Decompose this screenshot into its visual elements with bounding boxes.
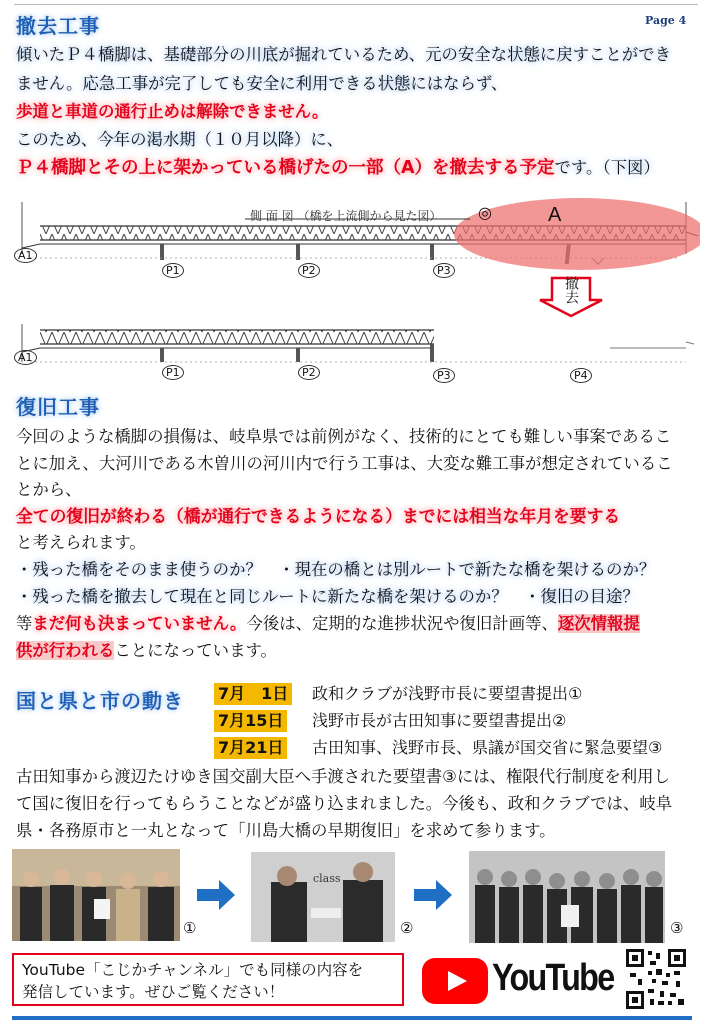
sec2-line-4: 全ての復旧が終わる（橋が通行できるようになる）までには相当な年月を要する (16, 506, 621, 526)
pier-label-bottom-p3: P3 (433, 368, 455, 383)
photo-meeting-2 (251, 852, 395, 942)
diagram-marker: ◎ (478, 203, 492, 222)
youtube-note-box (12, 953, 404, 1006)
page-number: Page 4 (645, 14, 687, 27)
sec1-line-2: ません。応急工事が完了しても安全に利用できる状態にはならず、 (16, 74, 508, 93)
event-text-3: 古田知事、浅野市長、県議が国交省に緊急要望③ (312, 738, 663, 757)
sec1-line-4: このため、今年の渇水期（１０月以降）に、 (16, 130, 344, 149)
diagram-caption: 側 面 図 （橋を上流側から見た図） (250, 209, 442, 223)
pier-label-bottom-a1: A1 (14, 350, 37, 365)
pier-label-top-p2: P2 (298, 263, 320, 278)
sec2-line-8-a: 等 (16, 614, 33, 633)
sec2-line-8 (16, 611, 640, 637)
photo-label-2: ② (400, 919, 414, 937)
section-title-movements: 国と県と市の動き (16, 689, 184, 713)
sec2-line-7: ・残った橋を撤去して現在と同じルートに新たな橋を架けるのか？ ・復旧の目途？ (16, 587, 639, 606)
bottom-rule (12, 1016, 692, 1020)
highlight-label: A (548, 204, 562, 226)
youtube-logo[interactable] (422, 956, 614, 1004)
qr-code-icon[interactable] (626, 949, 686, 1009)
event-date-3: 7月21日 (214, 737, 287, 759)
sec2-line-8-c: 今後は、定期的な進捗状況や復旧計画等、 (246, 614, 558, 633)
event-text-2: 浅野市長が古田知事に要望書提出② (312, 711, 567, 730)
sec3-line-1: 古田知事から渡辺たけゆき国交副大臣へ手渡された要望書③には、権限代行制度を利用し (16, 767, 670, 786)
sec2-line-3: とから、 (16, 480, 82, 499)
youtube-note-line-2: 発信しています。ぜひご覧ください！ (22, 983, 285, 1001)
sec1-line-5-emphasis: Ｐ４橋脚とその上に架かっている橋げたの一部（A）を撤去する予定 (16, 158, 555, 178)
youtube-play-icon (422, 958, 488, 1004)
sec1-line-5-tail: です。（下図） (554, 158, 660, 177)
sec2-line-8-b: まだ何も決まっていません。 (32, 614, 247, 633)
youtube-wordmark: YouTube (492, 957, 614, 999)
sec3-line-3: 県・各務原市と一丸となって「川島大橋の早期復旧」を求めて参ります。 (16, 821, 556, 840)
event-date-1: 7月 1日 (214, 683, 292, 705)
photo-1-figures (12, 849, 180, 941)
photo-3-figures (469, 851, 665, 943)
sec1-line-1: 傾いたＰ４橋脚は、基礎部分の川底が掘れているため、元の安全な状態に戻すことができ (16, 45, 671, 64)
sec2-line-9-a: 供が行われる (16, 641, 115, 660)
sec2-line-9 (16, 638, 277, 664)
photo-meeting-3 (469, 851, 665, 943)
arrow-right-icon (197, 880, 237, 910)
sec3-line-2: て国に復旧を行ってもらうことなどが盛り込まれました。今後も、政和クラブでは、岐阜 (16, 794, 673, 813)
pier-label-top-p1: P1 (162, 263, 184, 278)
pier-label-bottom-p4: P4 (570, 368, 592, 383)
section-title-restoration: 復旧工事 (16, 395, 100, 419)
photo-label-1: ① (183, 919, 197, 937)
sec2-line-9-b: ことになっています。 (114, 641, 277, 660)
sec1-line-5 (16, 155, 660, 181)
event-text-1: 政和クラブが浅野市長に要望書提出① (312, 684, 583, 703)
sec2-line-6: ・残った橋をそのまま使うのか？ ・現在の橋とは別ルートで新たな橋を架けるのか？ (16, 560, 656, 579)
sec2-line-1: 今回のような橋脚の損傷は、岐阜県では前例がなく、技術的にとても難しい事案であるこ (16, 427, 672, 446)
section-title-removal: 撤去工事 (16, 14, 100, 38)
pier-label-top-a1: A1 (14, 248, 37, 263)
event-date-2: 7月15日 (214, 710, 287, 732)
photo-meeting-1 (12, 849, 180, 941)
photo-2-figures (251, 852, 395, 942)
sec2-line-5: と考えられます。 (16, 533, 146, 552)
pier-label-top-p3: P3 (433, 263, 455, 278)
removal-label: 撤去 (563, 276, 579, 304)
pier-label-bottom-p2: P2 (298, 365, 320, 380)
sec2-line-2: とに加え、大河川である木曽川の河川内で行う工事は、大変な難工事が想定されているこ (16, 454, 673, 473)
bridge-after (22, 324, 694, 362)
photo-2-sign: class (313, 872, 341, 885)
sec2-line-8-d: 逐次情報提 (557, 614, 640, 633)
sec1-line-3: 歩道と車道の通行止めは解除できません。 (16, 102, 329, 121)
top-rule (14, 4, 698, 5)
youtube-note-line-1: YouTube「こじかチャンネル」でも同様の内容を (22, 961, 364, 979)
arrow-right-icon (414, 880, 454, 910)
pier-label-bottom-p1: P1 (162, 365, 184, 380)
photo-label-3: ③ (670, 919, 684, 937)
